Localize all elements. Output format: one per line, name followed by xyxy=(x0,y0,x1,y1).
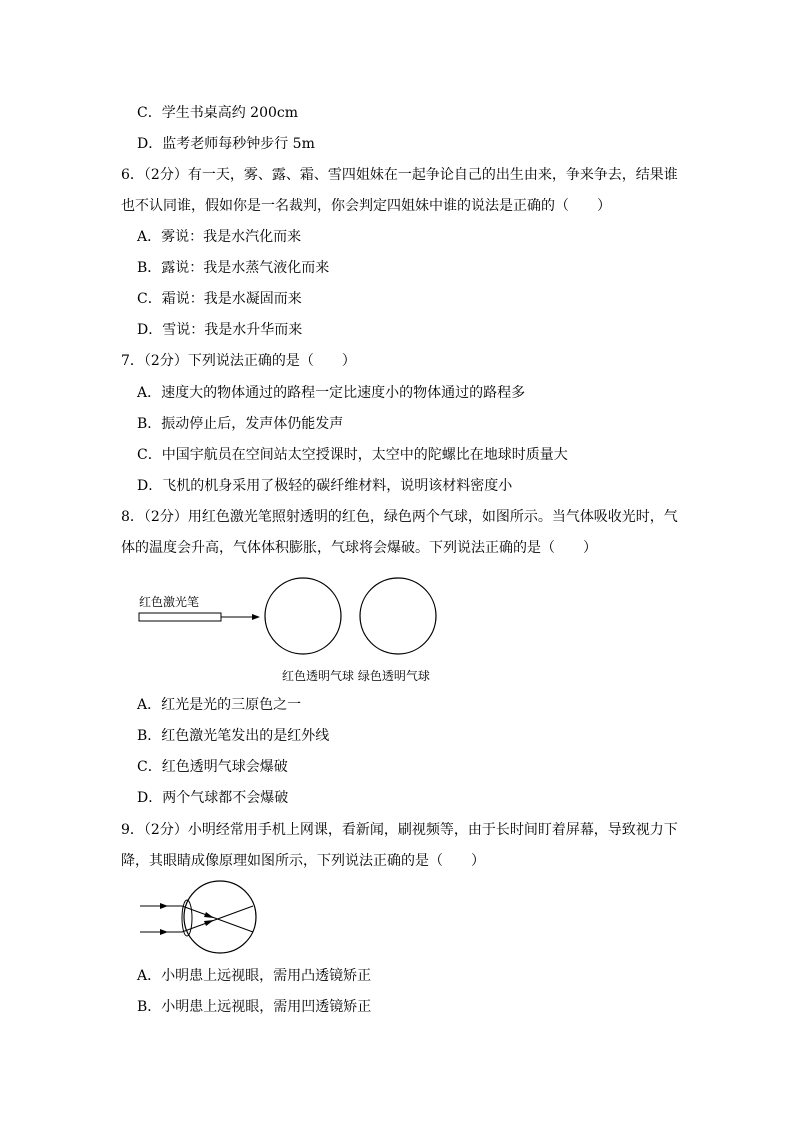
eyeball xyxy=(184,881,256,953)
red-balloon xyxy=(265,578,341,654)
refracted-ray-top-arrowhead xyxy=(204,912,214,918)
q7-stem: 7．（2分）下列说法正确的是（ ） xyxy=(121,353,356,369)
q8-option-c: C．红色透明气球会爆破 xyxy=(137,759,288,775)
q6-option-a: A．雾说：我是水汽化而来 xyxy=(137,229,302,245)
q6-stem-line1: 6．（2分）有一天，雾、露、霜、雪四姐妹在一起争论自己的出生由来，争来争去，结果谁 xyxy=(121,167,678,183)
laser-beam-arrowhead xyxy=(252,614,260,620)
q8-balloon-labels: 红色透明气球 绿色透明气球 xyxy=(282,669,430,683)
q9-eye-diagram xyxy=(136,880,266,960)
q8-option-d: D．两个气球都不会爆破 xyxy=(137,790,289,806)
q7-option-c: C．中国宇航员在空间站太空授课时，太空中的陀螺比在地球时质量大 xyxy=(137,447,568,463)
q6-option-c: C．霜说：我是水凝固而来 xyxy=(137,291,302,307)
refracted-ray-bottom-arrowhead xyxy=(204,920,214,926)
incoming-ray-top-arrowhead xyxy=(160,903,168,909)
q9-stem-line2: 降，其眼睛成像原理如图所示，下列说法正确的是（ ） xyxy=(121,853,485,869)
q8-stem-line1: 8．（2分）用红色激光笔照射透明的红色，绿色两个气球，如图所示。当气体吸收光时，气 xyxy=(121,509,678,525)
q8-pen-label: 红色激光笔 xyxy=(139,595,200,609)
q9-option-a: A．小明患上远视眼，需用凸透镜矫正 xyxy=(137,968,372,984)
laser-pen xyxy=(139,613,221,621)
q6-stem-line2: 也不认同谁，假如你是一名裁判，你会判定四姐妹中谁的说法是正确的（ ） xyxy=(121,198,611,214)
q5-option-d: D．监考老师每秒钟步行 5m xyxy=(137,136,315,152)
q5-option-c: C．学生书桌高约 200cm xyxy=(137,105,298,121)
q8-stem-line2: 体的温度会升高，气体体积膨胀，气球将会爆破。下列说法正确的是（ ） xyxy=(121,540,597,556)
q7-option-d: D．飞机的机身采用了极轻的碳纤维材料，说明该材料密度小 xyxy=(137,478,513,494)
q6-option-d: D．雪说：我是水升华而来 xyxy=(137,322,303,338)
q9-option-b: B．小明患上远视眼，需用凹透镜矫正 xyxy=(137,999,372,1015)
q8-option-a: A．红光是光的三原色之一 xyxy=(137,697,302,713)
q7-option-b: B．振动停止后，发声体仍能发声 xyxy=(137,416,344,432)
incoming-ray-bottom-arrowhead xyxy=(160,929,168,935)
q8-option-b: B．红色激光笔发出的是红外线 xyxy=(137,728,330,744)
q7-option-a: A．速度大的物体通过的路程一定比速度小的物体通过的路程多 xyxy=(137,385,526,401)
q9-stem-line1: 9．（2分）小明经常用手机上网课，看新闻，刷视频等，由于长时间盯着屏幕，导致视力下 xyxy=(121,822,678,838)
q6-option-b: B．露说：我是水蒸气液化而来 xyxy=(137,260,330,276)
green-balloon xyxy=(360,578,436,654)
